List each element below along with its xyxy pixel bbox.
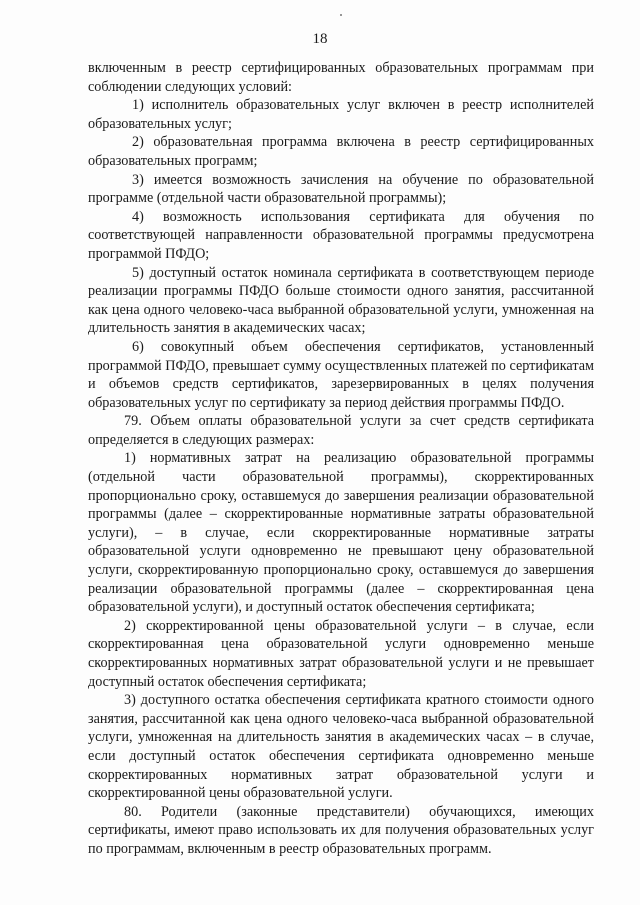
scan-mark [340,14,342,16]
page-number: 18 [312,31,328,47]
document-body [88,59,594,859]
condition-2: 2) образовательная программа включена в реестр сертифицированных образовательных программ; [88,134,594,169]
paragraph-continuation: включенным в реестр сертифицированных образовательных программам при соблюдении следующих условий: [88,60,594,95]
condition-3: 3) имеется возможность зачисления на обучение по образовательной программе (отдельной части образовательной программы); [88,171,594,207]
clause-79-item-1: 1) нормативных затрат на реализацию образовательной программы (отдельной части образовательной программы), скорректированных пропорционально сроку, оставшемуся до завершения реализации образовательной программы (далее – скорректированные нормативные затраты образовательной услуги), – в случае, если скорректированные нормативные затраты образовательной услуги одновременно не превышают цену образовательной услуги, скорректированную пропорционально сроку, оставшемуся до завершения реализации образовательной программы (далее – скорректированная цена образовательной услуги), и доступный остаток обеспечения сертификата; [88,450,594,616]
clause-79-item-3: 3) доступного остатка обеспечения сертификата кратного стоимости одного занятия, рассчитанной как цена одного человеко-часа выбранной образовательной услуги, умноженная на длительность занятия в академических часах – в случае, если доступный остаток обеспечения сертификата одновременно меньше скорректированных нормативных затрат образовательной услуги и скорректированной цены образовательной услуги. [88,692,594,802]
condition-5: 5) доступный остаток номинала сертификата в соответствующем периоде реализации программы ПФДО больше стоимости одного занятия, рассчитанной как цена одного человеко-часа выбранной образовательной услуги, умноженная на длительность занятия в академических часах; [88,264,594,337]
condition-1: 1) исполнитель образовательных услуг включен в реестр исполнителей образовательных услуг; [88,97,594,132]
clause-79: 79. Объем оплаты образовательной услуги за счет средств сертификата определяется в следующих размерах: [88,413,594,448]
condition-4: 4) возможность использования сертификата для обучения по соответствующей направленности образовательной программы предусмотрена программой ПФДО; [88,208,594,262]
clause-79-item-2: 2) скорректированной цены образовательной услуги – в случае, если скорректированная цена образовательной услуги одновременно меньше скорректированных нормативных затрат образовательной услуги и не превышает доступный остаток обеспечения сертификата; [88,617,594,690]
clause-80: 80. Родители (законные представители) обучающихся, имеющих сертификаты, имеют право использовать их для получения образовательных услуг по программам, включенным в реестр образовательных программ. [88,803,594,857]
condition-6: 6) совокупный объем обеспечения сертификатов, установленный программой ПФДО, превышает сумму осуществленных платежей по сертификатам и объемов средств сертификатов, зарезервированных в целях получения образовательных услуг по сертификату за период действия программы ПФДО. [88,338,594,411]
